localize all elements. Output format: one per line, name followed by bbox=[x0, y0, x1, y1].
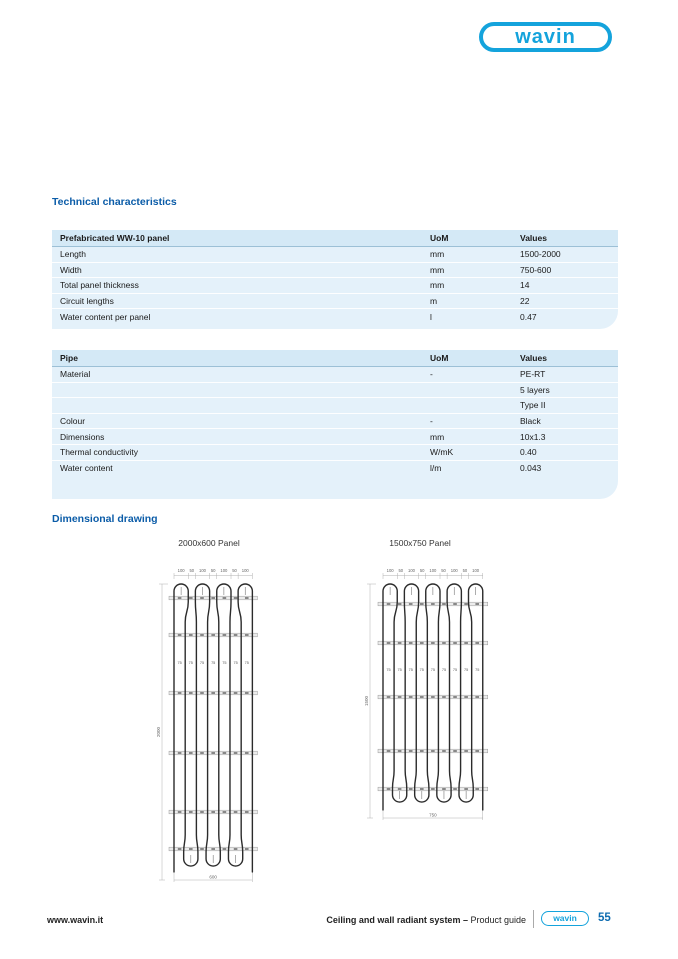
table-cell: 14 bbox=[520, 280, 530, 291]
top-dim-label: 50 bbox=[210, 568, 216, 573]
table-row bbox=[52, 444, 618, 460]
rail-clip bbox=[178, 597, 182, 599]
table-cell: 10x1.3 bbox=[520, 431, 546, 442]
spacing-label: 75 bbox=[199, 661, 205, 665]
top-dim-label: 100 bbox=[199, 568, 206, 573]
rail-clip bbox=[178, 848, 182, 850]
table-cell: mm bbox=[430, 280, 445, 291]
rail-clip bbox=[442, 603, 446, 605]
rail-clip bbox=[245, 848, 249, 850]
table-row bbox=[52, 397, 618, 413]
rail-clip bbox=[245, 811, 249, 813]
rail-clip bbox=[211, 848, 215, 850]
table-header-row bbox=[52, 350, 618, 367]
table-cell: 5 layers bbox=[520, 384, 550, 395]
panel-title-1500x750: 1500x750 Panel bbox=[389, 538, 451, 548]
spacing-label: 75 bbox=[452, 668, 458, 672]
rail-clip bbox=[189, 692, 193, 694]
table-row bbox=[52, 277, 618, 293]
rail-clip bbox=[189, 634, 193, 636]
rail-clip bbox=[420, 603, 424, 605]
table-cell: l bbox=[430, 311, 432, 322]
wavin-logo bbox=[479, 22, 612, 52]
rail-clip bbox=[387, 750, 391, 752]
rail-clip bbox=[387, 696, 391, 698]
rail-clip bbox=[223, 752, 227, 754]
rail-clip bbox=[464, 642, 468, 644]
spacing-label: 75 bbox=[177, 661, 182, 665]
rail-clip bbox=[234, 752, 238, 754]
top-dim-label: 100 bbox=[429, 568, 437, 573]
spacing-label: 75 bbox=[475, 668, 480, 672]
rail-clip bbox=[189, 811, 193, 813]
column-header: Prefabricated WW-10 panel bbox=[60, 233, 170, 243]
rail-clip bbox=[420, 642, 424, 644]
table-cell: Material bbox=[60, 369, 91, 380]
top-dim-label: 50 bbox=[441, 568, 446, 573]
table-cell: m bbox=[430, 296, 438, 307]
rail-clip bbox=[464, 788, 468, 790]
rail-clip bbox=[431, 696, 435, 698]
spacing-label: 75 bbox=[211, 661, 216, 665]
rail-clip bbox=[387, 642, 391, 644]
rail-clip bbox=[200, 752, 204, 754]
rail-clip bbox=[475, 642, 479, 644]
rail-clip bbox=[420, 750, 424, 752]
rail-clip bbox=[409, 696, 413, 698]
rail-clip bbox=[464, 696, 468, 698]
table-prefabricated-panel bbox=[52, 230, 618, 329]
footer-doc-title-regular: Product guide bbox=[467, 915, 526, 925]
table-row bbox=[52, 262, 618, 278]
rail-clip bbox=[442, 788, 446, 790]
top-dim-label: 50 bbox=[419, 568, 425, 573]
spacing-label: 75 bbox=[419, 668, 424, 672]
table-cell: Type II bbox=[520, 400, 546, 411]
top-dim-label: 50 bbox=[189, 568, 195, 573]
table-cell: - bbox=[430, 369, 433, 380]
column-header: UoM bbox=[430, 233, 449, 243]
rail-clip bbox=[223, 848, 227, 850]
table-cell: mm bbox=[430, 249, 445, 260]
rail-clip bbox=[453, 750, 457, 752]
spacing-label: 75 bbox=[222, 661, 227, 665]
rail-clip bbox=[245, 692, 249, 694]
spacing-label: 75 bbox=[464, 668, 469, 672]
rail-clip bbox=[189, 752, 193, 754]
dimensional-drawing-2000x600 bbox=[150, 556, 300, 896]
table-cell: l/m bbox=[430, 462, 442, 473]
rail-clip bbox=[245, 597, 249, 599]
rail-clip bbox=[245, 752, 249, 754]
rail-clip bbox=[475, 603, 479, 605]
dimensional-drawing-1500x750 bbox=[362, 556, 520, 848]
spacing-label: 75 bbox=[397, 668, 402, 672]
rail-clip bbox=[178, 634, 182, 636]
table-cell: PE-RT bbox=[520, 369, 546, 380]
rail-clip bbox=[453, 788, 457, 790]
rail-clip bbox=[442, 750, 446, 752]
section-heading-technical: Technical characteristics bbox=[52, 196, 177, 208]
rail-clip bbox=[420, 696, 424, 698]
table-cell: Black bbox=[520, 416, 541, 427]
table-cell: Colour bbox=[60, 416, 86, 427]
rail-clip bbox=[178, 752, 182, 754]
table-cell: 0.043 bbox=[520, 462, 542, 473]
table-cell: Dimensions bbox=[60, 431, 105, 442]
table-row bbox=[52, 247, 618, 262]
table-pipe bbox=[52, 350, 618, 499]
table-cell: mm bbox=[430, 431, 445, 442]
rail-clip bbox=[211, 752, 215, 754]
table-cell: Water content per panel bbox=[60, 311, 151, 322]
rail-clip bbox=[475, 788, 479, 790]
rail-clip bbox=[211, 692, 215, 694]
footer-doc-title bbox=[326, 915, 526, 925]
rail-clip bbox=[200, 634, 204, 636]
spacing-label: 75 bbox=[188, 661, 193, 665]
top-dim-label: 100 bbox=[408, 568, 415, 573]
table-row bbox=[52, 428, 618, 444]
height-dim-label: 1500 bbox=[364, 695, 369, 707]
rail-clip bbox=[211, 811, 215, 813]
table-row bbox=[52, 460, 618, 476]
rail-clip bbox=[234, 692, 238, 694]
rail-clip bbox=[200, 692, 204, 694]
table-cell: Length bbox=[60, 249, 86, 260]
table-row bbox=[52, 413, 618, 429]
height-dim-label: 2000 bbox=[156, 726, 161, 738]
table-row bbox=[52, 293, 618, 309]
rail-clip bbox=[420, 788, 424, 790]
rail-clip bbox=[475, 750, 479, 752]
rail-clip bbox=[234, 848, 238, 850]
rail-clip bbox=[178, 692, 182, 694]
rail-clip bbox=[431, 642, 435, 644]
rail-clip bbox=[200, 811, 204, 813]
rail-clip bbox=[223, 811, 227, 813]
column-header: UoM bbox=[430, 353, 449, 363]
rail-clip bbox=[398, 788, 402, 790]
rail-clip bbox=[200, 848, 204, 850]
rail-clip bbox=[234, 811, 238, 813]
rail-clip bbox=[178, 811, 182, 813]
rail-clip bbox=[464, 603, 468, 605]
top-dim-label: 50 bbox=[398, 568, 404, 573]
table-row bbox=[52, 382, 618, 398]
table-cell: Total panel thickness bbox=[60, 280, 139, 291]
rail-clip bbox=[211, 597, 215, 599]
top-dim-label: 100 bbox=[450, 568, 458, 573]
rail-clip bbox=[398, 603, 402, 605]
top-dim-label: 100 bbox=[241, 568, 249, 573]
rail-clip bbox=[475, 696, 479, 698]
panel-title-2000x600: 2000x600 Panel bbox=[178, 538, 240, 548]
table-cell: W/mK bbox=[430, 447, 454, 458]
rail-clip bbox=[409, 642, 413, 644]
column-header: Pipe bbox=[60, 353, 78, 363]
wavin-logo-text: wavin bbox=[515, 26, 576, 48]
rail-clip bbox=[189, 597, 193, 599]
top-dim-label: 100 bbox=[472, 568, 480, 573]
rail-clip bbox=[200, 597, 204, 599]
top-dim-label: 100 bbox=[386, 568, 394, 573]
table-cell: mm bbox=[430, 264, 445, 275]
rail-clip bbox=[223, 634, 227, 636]
rail-clip bbox=[409, 750, 413, 752]
table-cell: Width bbox=[60, 264, 82, 275]
table-row bbox=[52, 367, 618, 382]
top-dim-label: 100 bbox=[177, 568, 185, 573]
rail-clip bbox=[234, 634, 238, 636]
spacing-label: 75 bbox=[441, 668, 447, 672]
footer-doc-title-bold: Ceiling and wall radiant system – bbox=[326, 915, 468, 925]
rail-clip bbox=[453, 642, 457, 644]
rail-clip bbox=[442, 696, 446, 698]
rail-clip bbox=[431, 788, 435, 790]
table-cell: - bbox=[430, 416, 433, 427]
footer-wavin-logo bbox=[541, 911, 589, 926]
rail-clip bbox=[245, 634, 249, 636]
rail-clip bbox=[234, 597, 238, 599]
footer-page-number: 55 bbox=[598, 912, 611, 924]
rail-clip bbox=[211, 634, 215, 636]
footer-divider bbox=[533, 910, 534, 928]
column-header: Values bbox=[520, 233, 547, 243]
width-dim-label: 600 bbox=[209, 874, 217, 880]
top-dim-label: 100 bbox=[220, 568, 228, 573]
rail-clip bbox=[442, 642, 446, 644]
table-cell: 0.40 bbox=[520, 447, 537, 458]
rail-clip bbox=[387, 603, 391, 605]
table-body bbox=[52, 247, 618, 324]
table-cell: Water content bbox=[60, 462, 113, 473]
rail-clip bbox=[464, 750, 468, 752]
spacing-label: 75 bbox=[386, 668, 391, 672]
spacing-label: 75 bbox=[430, 668, 435, 672]
section-heading-dimensional: Dimensional drawing bbox=[52, 513, 158, 525]
pipe-circuit bbox=[174, 584, 252, 872]
table-cell: Circuit lengths bbox=[60, 296, 114, 307]
spacing-label: 75 bbox=[233, 661, 238, 665]
rail-clip bbox=[453, 603, 457, 605]
rail-clip bbox=[431, 750, 435, 752]
rail-clip bbox=[189, 848, 193, 850]
rail-clip bbox=[387, 788, 391, 790]
rail-clip bbox=[409, 603, 413, 605]
rail-clip bbox=[431, 603, 435, 605]
column-header: Values bbox=[520, 353, 547, 363]
table-body bbox=[52, 367, 618, 475]
rail-clip bbox=[398, 642, 402, 644]
table-cell: 22 bbox=[520, 296, 530, 307]
table-row bbox=[52, 308, 618, 324]
table-header-row bbox=[52, 230, 618, 247]
rail-clip bbox=[398, 696, 402, 698]
top-dim-label: 50 bbox=[462, 568, 468, 573]
rail-clip bbox=[223, 692, 227, 694]
spacing-label: 75 bbox=[408, 668, 413, 672]
table-cell: 0.47 bbox=[520, 311, 537, 322]
footer-website: www.wavin.it bbox=[47, 915, 104, 925]
spacing-label: 75 bbox=[244, 661, 249, 665]
rail-clip bbox=[398, 750, 402, 752]
rail-clip bbox=[409, 788, 413, 790]
top-dim-label: 50 bbox=[232, 568, 237, 573]
table-cell: Thermal conductivity bbox=[60, 447, 138, 458]
table-cell: 1500-2000 bbox=[520, 249, 561, 260]
rail-clip bbox=[453, 696, 457, 698]
table-cell: 750-600 bbox=[520, 264, 552, 275]
footer-wavin-logo-text: wavin bbox=[553, 913, 577, 924]
width-dim-label: 750 bbox=[429, 812, 437, 818]
rail-clip bbox=[223, 597, 227, 599]
